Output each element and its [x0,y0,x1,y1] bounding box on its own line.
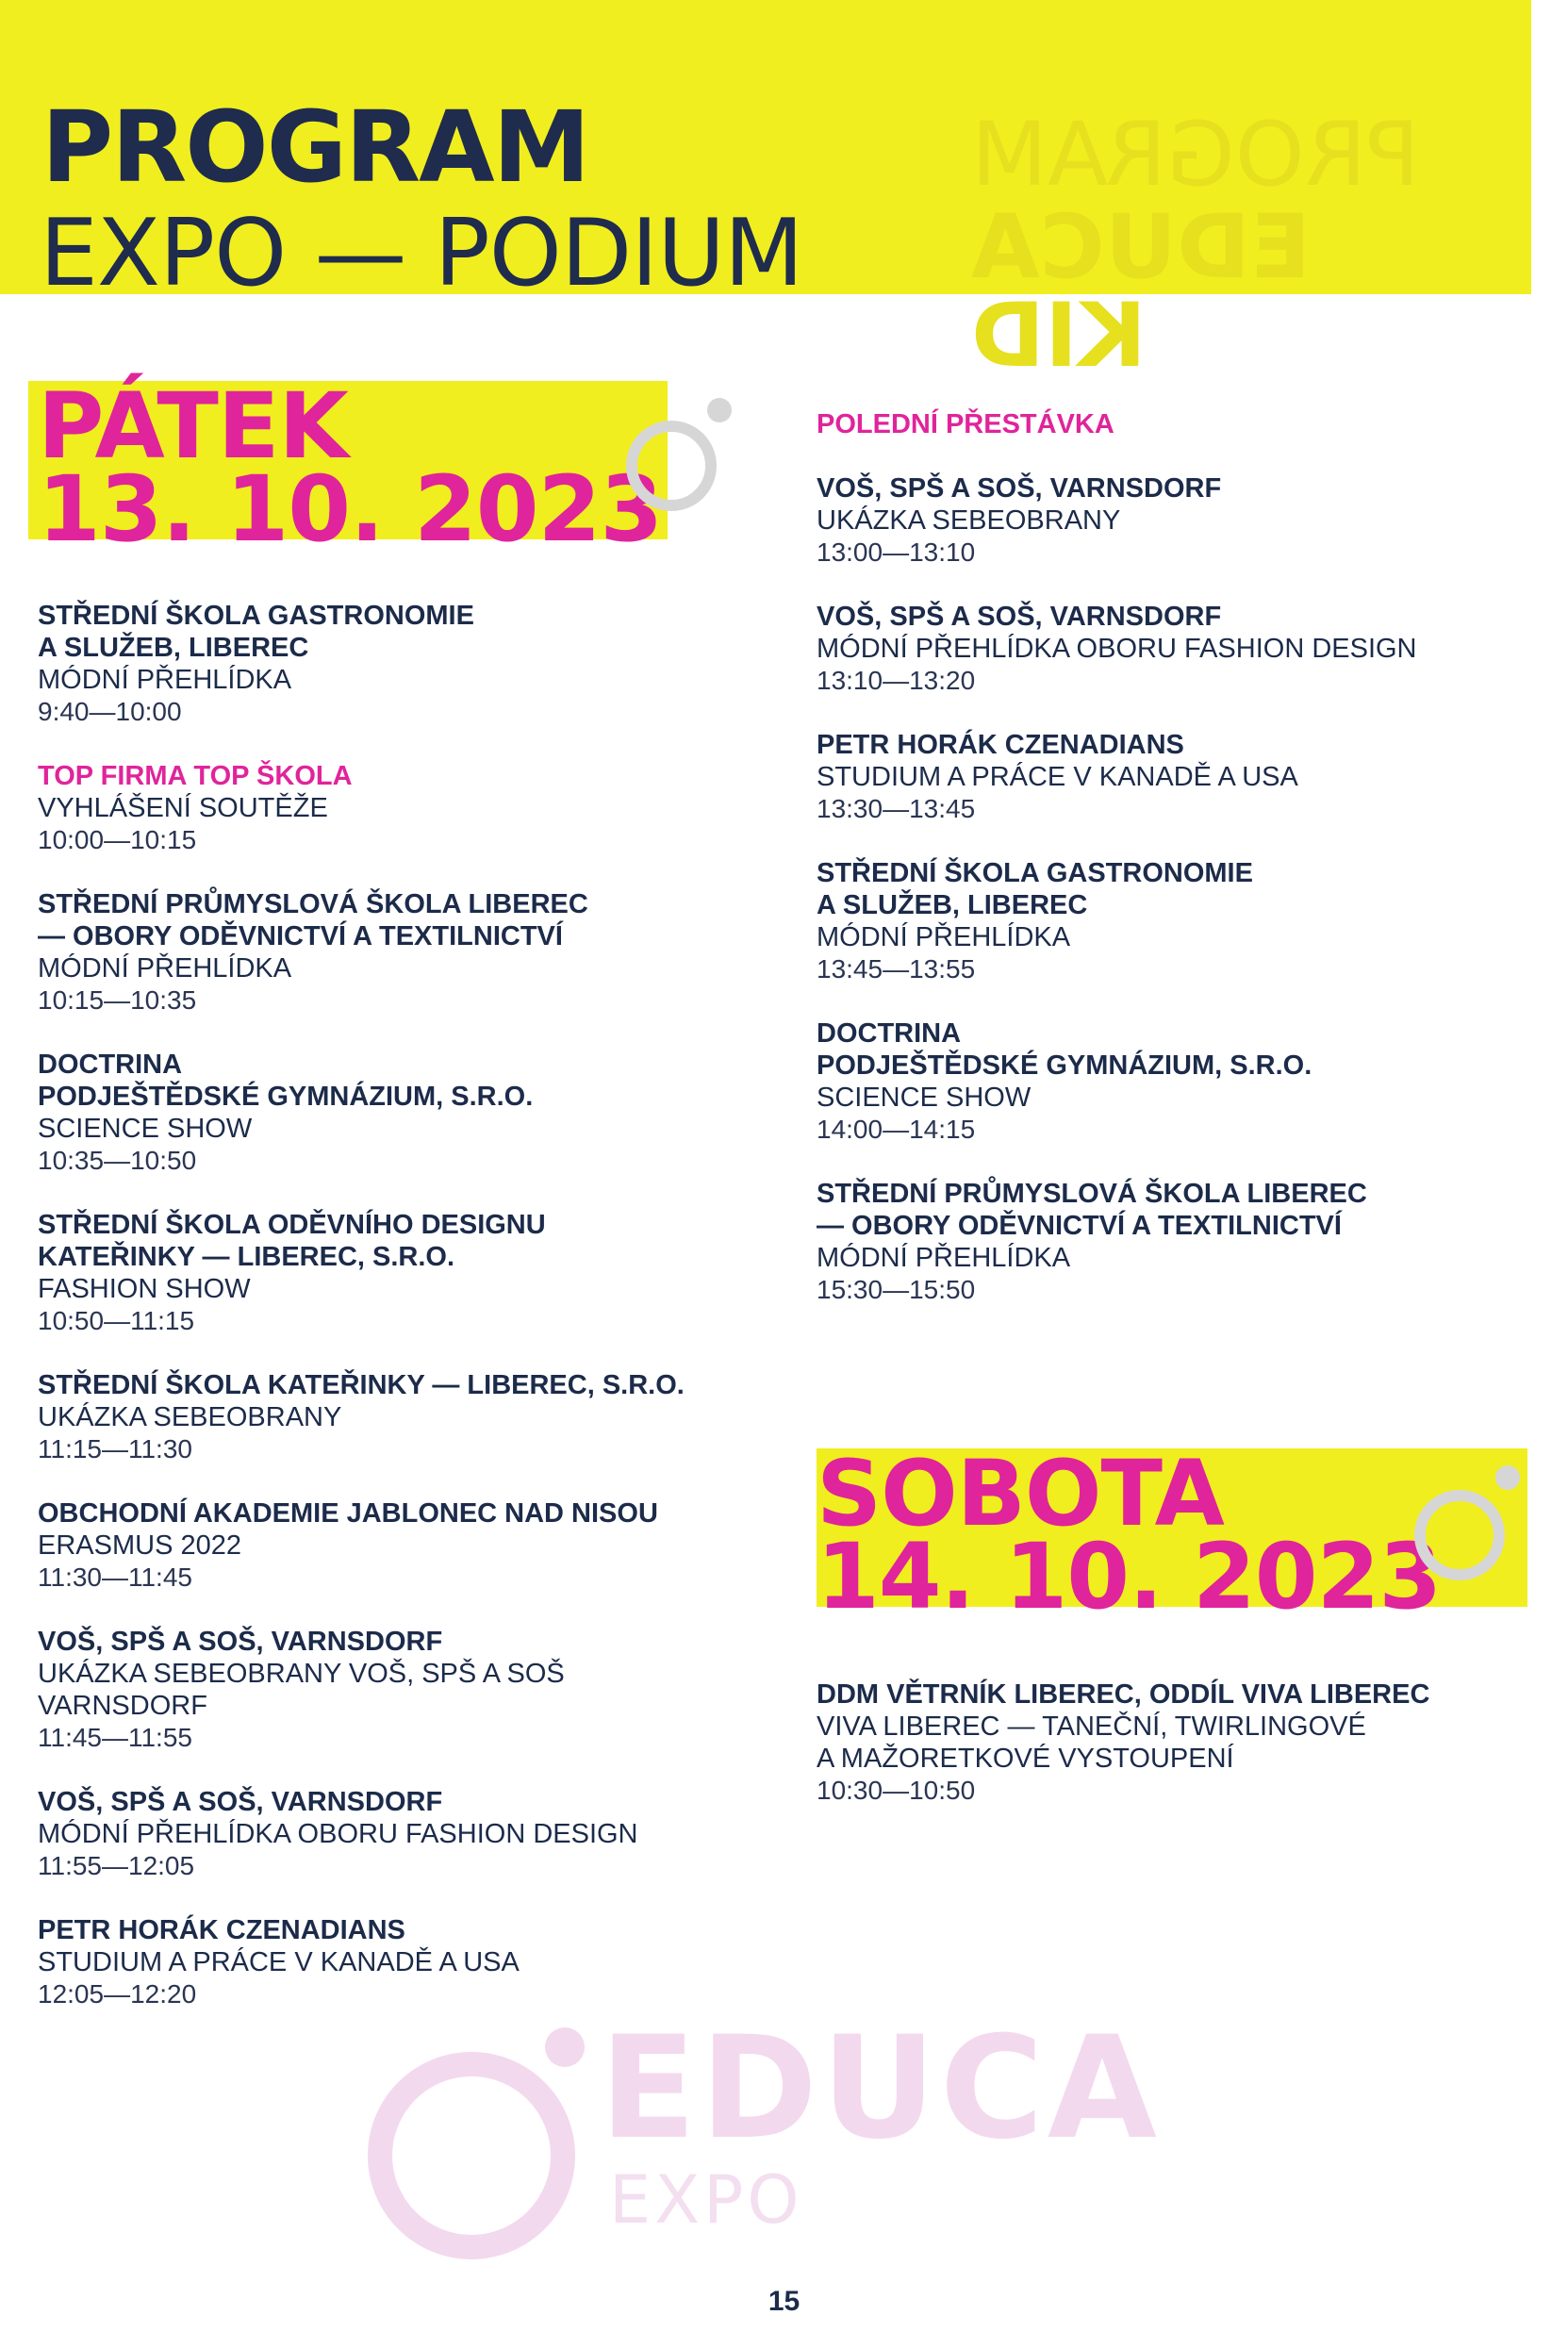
entry-description: UKÁZKA SEBEOBRANY VOŠ, SPŠ A SOŠ [38,1659,565,1689]
entry-organizer: OBCHODNÍ AKADEMIE JABLONEC NAD NISOU [38,1498,658,1529]
entry-time: 10:15—10:35 [38,985,197,1015]
educa-ring-icon [1414,1490,1505,1580]
schedule-entry [38,1914,685,2010]
schedule-entry [817,1017,1417,1146]
entry-organizer: — OBORY ODĚVNICTVÍ A TEXTILNICTVÍ [817,1211,1342,1241]
page-subtitle: EXPO — PODIUM [40,200,803,307]
friday-date: 13. 10. 2023 [38,456,663,563]
entry-organizer: VOŠ, SPŠ A SOŠ, VARNSDORF [38,1627,443,1657]
saturday-day: SOBOTA [817,1441,1224,1546]
entry-description: SCIENCE SHOW [38,1114,253,1144]
schedule-entry [38,600,685,728]
entry-time: 13:45—13:55 [817,954,976,984]
entry-organizer: PODJEŠTĚDSKÉ GYMNÁZIUM, S.R.O. [38,1082,534,1112]
entry-organizer: STŘEDNÍ ŠKOLA ODĚVNÍHO DESIGNU [38,1210,546,1240]
schedule-entry [38,888,685,1017]
entry-time: 13:10—13:20 [817,666,976,695]
entry-time: 10:50—11:15 [38,1306,195,1335]
entry-organizer: DDM VĚTRNÍK LIBEREC, ODDÍL VIVA LIBEREC [817,1679,1430,1710]
educa-dot-icon [1495,1465,1520,1490]
schedule-entry [817,601,1417,697]
saturday-heading [817,1441,1442,1630]
schedule-entry [817,1178,1417,1306]
educa-dot-icon [707,398,732,422]
entry-time: 10:30—10:50 [817,1776,976,1805]
entry-description: VYHLÁŠENÍ SOUTĚŽE [38,793,328,823]
entry-description: VIVA LIBEREC — TANEČNÍ, TWIRLINGOVÉ [817,1711,1366,1742]
entry-organizer: STŘEDNÍ ŠKOLA GASTRONOMIE [38,601,474,631]
watermark-brand: EDUCA [600,2007,1161,2171]
schedule-entry [817,857,1417,985]
schedule-entry [38,1049,685,1177]
entry-description: A MAŽORETKOVÉ VYSTOUPENÍ [817,1744,1234,1774]
entry-organizer: A SLUŽEB, LIBEREC [38,633,309,663]
entry-time: 11:15—11:30 [38,1434,192,1463]
entry-time: 11:55—12:05 [38,1851,195,1880]
entry-organizer: TOP FIRMA TOP ŠKOLA [38,761,353,791]
entry-organizer: STŘEDNÍ ŠKOLA GASTRONOMIE [817,858,1253,888]
friday-day: PÁTEK [38,373,348,479]
entry-organizer: VOŠ, SPŠ A SOŠ, VARNSDORF [38,1787,443,1817]
schedule-entry [817,1678,1429,1807]
page-number: 15 [767,2286,801,2317]
friday-heading [38,373,663,563]
watermark-ring-icon [368,2052,575,2259]
entry-description: MÓDNÍ PŘEHLÍDKA OBORU FASHION DESIGN [817,634,1417,664]
entry-organizer: PETR HORÁK CZENADIANS [817,730,1184,760]
friday-schedule-left [38,600,685,2042]
lunch-break-label: POLEDNÍ PŘESTÁVKA [817,409,1114,439]
entry-time: 15:30—15:50 [817,1275,976,1304]
entry-time: 10:35—10:50 [38,1146,197,1175]
entry-description: VARNSDORF [38,1691,207,1721]
entry-description: STUDIUM A PRÁCE V KANADĚ A USA [817,762,1298,792]
friday-schedule-right [817,408,1417,1338]
entry-description: FASHION SHOW [38,1274,251,1304]
entry-organizer: VOŠ, SPŠ A SOŠ, VARNSDORF [817,473,1222,504]
entry-description: UKÁZKA SEBEOBRANY [38,1402,342,1432]
entry-time: 12:05—12:20 [38,1979,197,2009]
schedule-entry [38,1497,685,1594]
watermark-dot-icon [545,2027,585,2067]
entry-organizer: — OBORY ODĚVNICTVÍ A TEXTILNICTVÍ [38,921,563,951]
entry-description: ERASMUS 2022 [38,1530,241,1561]
educa-ring-icon [626,421,717,511]
entry-organizer: VOŠ, SPŠ A SOŠ, VARNSDORF [817,602,1222,632]
entry-time: 9:40—10:00 [38,697,182,726]
entry-organizer: STŘEDNÍ PRŮMYSLOVÁ ŠKOLA LIBEREC [38,889,588,919]
saturday-schedule [817,1678,1429,1839]
schedule-entry [38,760,685,856]
entry-organizer: STŘEDNÍ ŠKOLA KATEŘINKY — LIBEREC, S.R.O. [38,1370,685,1400]
entry-description: SCIENCE SHOW [817,1083,1032,1113]
schedule-entry [38,1786,685,1882]
watermark-sub: EXPO [609,2161,803,2239]
entry-time: 11:45—11:55 [38,1723,192,1752]
entry-description: MÓDNÍ PŘEHLÍDKA [817,1243,1071,1273]
schedule-entry [38,1209,685,1337]
entry-organizer: DOCTRINA [38,1050,183,1080]
entry-organizer: STŘEDNÍ PRŮMYSLOVÁ ŠKOLA LIBEREC [817,1179,1367,1209]
schedule-entry [817,472,1417,569]
entry-description: MÓDNÍ PŘEHLÍDKA [38,953,292,984]
entry-time: 13:00—13:10 [817,537,976,567]
entry-organizer: KATEŘINKY — LIBEREC, S.R.O. [38,1242,455,1272]
entry-description: MÓDNÍ PŘEHLÍDKA OBORU FASHION DESIGN [38,1819,638,1849]
schedule-entry [817,729,1417,825]
entry-organizer: A SLUŽEB, LIBEREC [817,890,1088,920]
entry-description: MÓDNÍ PŘEHLÍDKA [817,922,1071,952]
entry-time: 10:00—10:15 [38,825,197,854]
entry-description: MÓDNÍ PŘEHLÍDKA [38,665,292,695]
entry-organizer: PETR HORÁK CZENADIANS [38,1915,405,1945]
schedule-entry [38,1626,685,1754]
entry-time: 11:30—11:45 [38,1563,192,1592]
entry-organizer: DOCTRINA [817,1018,962,1049]
entry-time: 14:00—14:15 [817,1115,976,1144]
entry-description: UKÁZKA SEBEOBRANY [817,505,1121,536]
schedule-entry [38,1369,685,1465]
saturday-date: 14. 10. 2023 [817,1524,1442,1630]
entry-organizer: PODJEŠTĚDSKÉ GYMNÁZIUM, S.R.O. [817,1050,1312,1081]
entry-description: STUDIUM A PRÁCE V KANADĚ A USA [38,1947,520,1977]
entry-time: 13:30—13:45 [817,794,976,823]
page-title: PROGRAM [41,90,589,205]
bleed-through-text: PROGRAM EDUCA KID [971,104,1420,388]
